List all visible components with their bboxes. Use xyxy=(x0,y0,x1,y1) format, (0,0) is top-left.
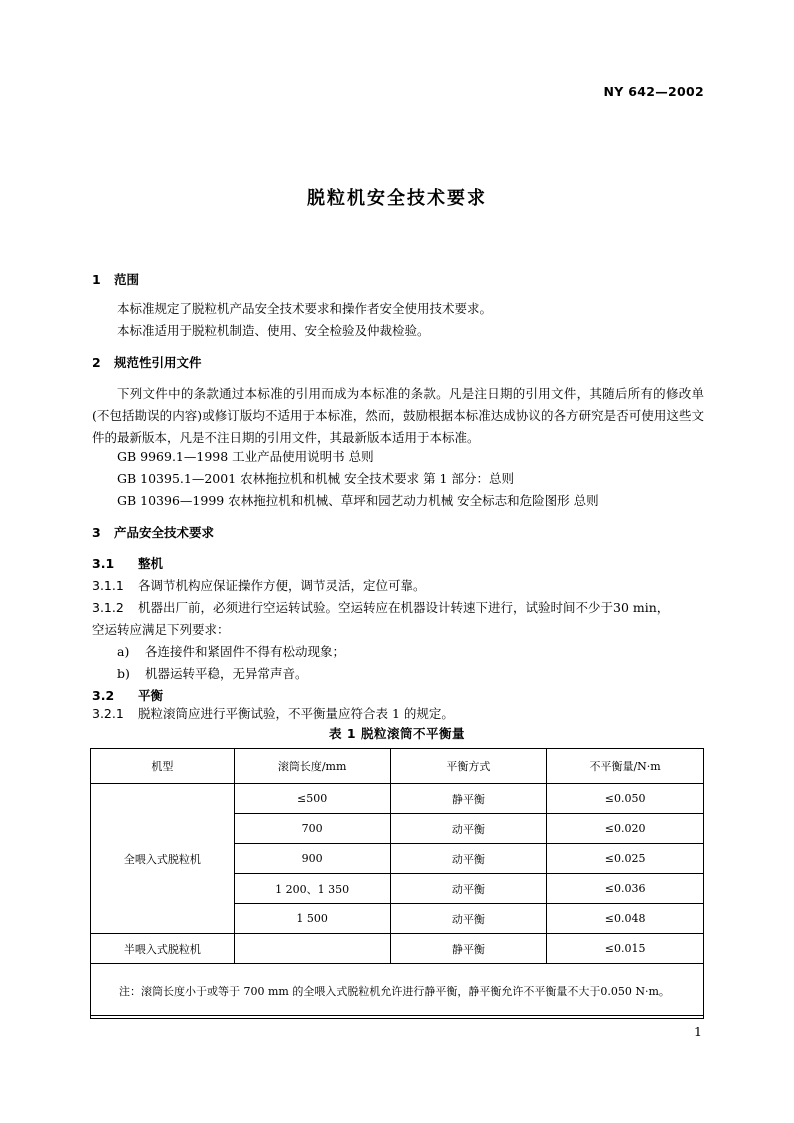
clause-3-1-2 xyxy=(92,597,669,619)
value-cell: ≤0.048 xyxy=(547,904,704,934)
section-number: 3 xyxy=(92,525,101,540)
clause-3-1 xyxy=(92,553,163,575)
section-number: 2 xyxy=(92,355,101,370)
column-header: 机型 xyxy=(91,749,235,784)
list-item xyxy=(117,641,345,663)
value-cell: ≤0.025 xyxy=(547,844,704,874)
reference-item: GB 10395.1—2001 农林拖拉机和机械 安全技术要求 第 1 部分：总则 xyxy=(117,471,514,486)
clause-number: 3.1 xyxy=(92,556,115,571)
clause-number: 3.2.1 xyxy=(92,706,124,721)
standard-number: NY 642—2002 xyxy=(603,84,704,99)
page-number: 1 xyxy=(694,1024,702,1039)
length-cell: 900 xyxy=(234,844,390,874)
length-cell: 1 500 xyxy=(234,904,390,934)
list-text: 机器运转平稳，无异常声音。 xyxy=(145,666,308,681)
clause-number: 3.1.1 xyxy=(92,578,124,593)
section-title: 规范性引用文件 xyxy=(114,355,202,370)
clause-text: 各调节机构应保证操作方便，调节灵活，定位可靠。 xyxy=(138,578,426,593)
value-cell: ≤0.015 xyxy=(547,934,704,964)
clause-number: 3.2 xyxy=(92,688,115,703)
length-cell: ≤500 xyxy=(234,784,390,814)
section-title: 产品安全技术要求 xyxy=(114,525,215,540)
length-cell: 1 200、1 350 xyxy=(234,874,390,904)
list-marker: b) xyxy=(117,666,130,681)
clause-text: 脱粒滚筒应进行平衡试验，不平衡量应符合表 1 的规定。 xyxy=(138,706,454,721)
table-header-row xyxy=(91,749,704,784)
clause-3-1-2-continuation: 空运转应满足下列要求： xyxy=(92,622,230,637)
machine-type-cell: 全喂入式脱粒机 xyxy=(91,784,235,934)
clause-text: 机器出厂前，必须进行空运转试验。空运转应在机器设计转速下进行，试验时间不少于30 min， xyxy=(138,600,670,615)
method-cell: 静平衡 xyxy=(390,934,547,964)
section-1-heading xyxy=(92,270,139,288)
clause-3-2-1 xyxy=(92,703,454,725)
document-title: 脱粒机安全技术要求 xyxy=(307,188,487,209)
section-3-heading xyxy=(92,523,214,541)
section-title: 范围 xyxy=(114,272,140,287)
length-cell: 700 xyxy=(234,814,390,844)
clause-title: 平衡 xyxy=(138,688,164,703)
reference-item: GB 10396—1999 农林拖拉机和机械、草坪和园艺动力机械 安全标志和危险图形 总则 xyxy=(117,493,599,508)
section-2-heading xyxy=(92,353,202,371)
table-note: 注：滚筒长度小于或等于 700 mm 的全喂入式脱粒机允许进行静平衡，静平衡允许不平衡量不大于0.050 N·m。 xyxy=(91,964,704,1019)
list-text: 各连接件和紧固件不得有松动现象； xyxy=(145,644,346,659)
column-header: 不平衡量/N·m xyxy=(547,749,704,784)
value-cell: ≤0.020 xyxy=(547,814,704,844)
table-note-row xyxy=(91,964,704,1019)
section-2-intro-paragraph: 下列文件中的条款通过本标准的引用而成为本标准的条款。凡是注日期的引用文件，其随后所有的修改单(不包括勘误的内容)或修订版均不适用于本标准，然而，鼓励根据本标准达成协议的各方研究是否可使用这些文件的最新版本，凡是不注日期的引用文件，其最新版本适用于本标准。 xyxy=(92,386,704,445)
section-1-paragraph-2: 本标准适用于脱粒机制造、使用、安全检验及仲裁检验。 xyxy=(117,323,430,338)
table-caption: 表 1 脱粒滚筒不平衡量 xyxy=(329,726,465,741)
unbalance-table xyxy=(90,748,704,1019)
clause-title: 整机 xyxy=(138,556,164,571)
list-item xyxy=(117,663,308,685)
section-1-paragraph-1: 本标准规定了脱粒机产品安全技术要求和操作者安全使用技术要求。 xyxy=(117,301,493,316)
method-cell: 静平衡 xyxy=(390,784,547,814)
machine-type-cell: 半喂入式脱粒机 xyxy=(91,934,235,964)
method-cell: 动平衡 xyxy=(390,814,547,844)
column-header: 滚筒长度/mm xyxy=(234,749,390,784)
value-cell: ≤0.050 xyxy=(547,784,704,814)
column-header: 平衡方式 xyxy=(390,749,547,784)
length-cell xyxy=(234,934,390,964)
reference-item: GB 9969.1—1998 工业产品使用说明书 总则 xyxy=(117,449,374,464)
list-marker: a) xyxy=(117,644,130,659)
section-number: 1 xyxy=(92,272,101,287)
clause-3-1-1 xyxy=(92,575,426,597)
method-cell: 动平衡 xyxy=(390,874,547,904)
table-row xyxy=(91,934,704,964)
method-cell: 动平衡 xyxy=(390,904,547,934)
clause-number: 3.1.2 xyxy=(92,600,124,615)
table-row xyxy=(91,784,704,814)
method-cell: 动平衡 xyxy=(390,844,547,874)
value-cell: ≤0.036 xyxy=(547,874,704,904)
